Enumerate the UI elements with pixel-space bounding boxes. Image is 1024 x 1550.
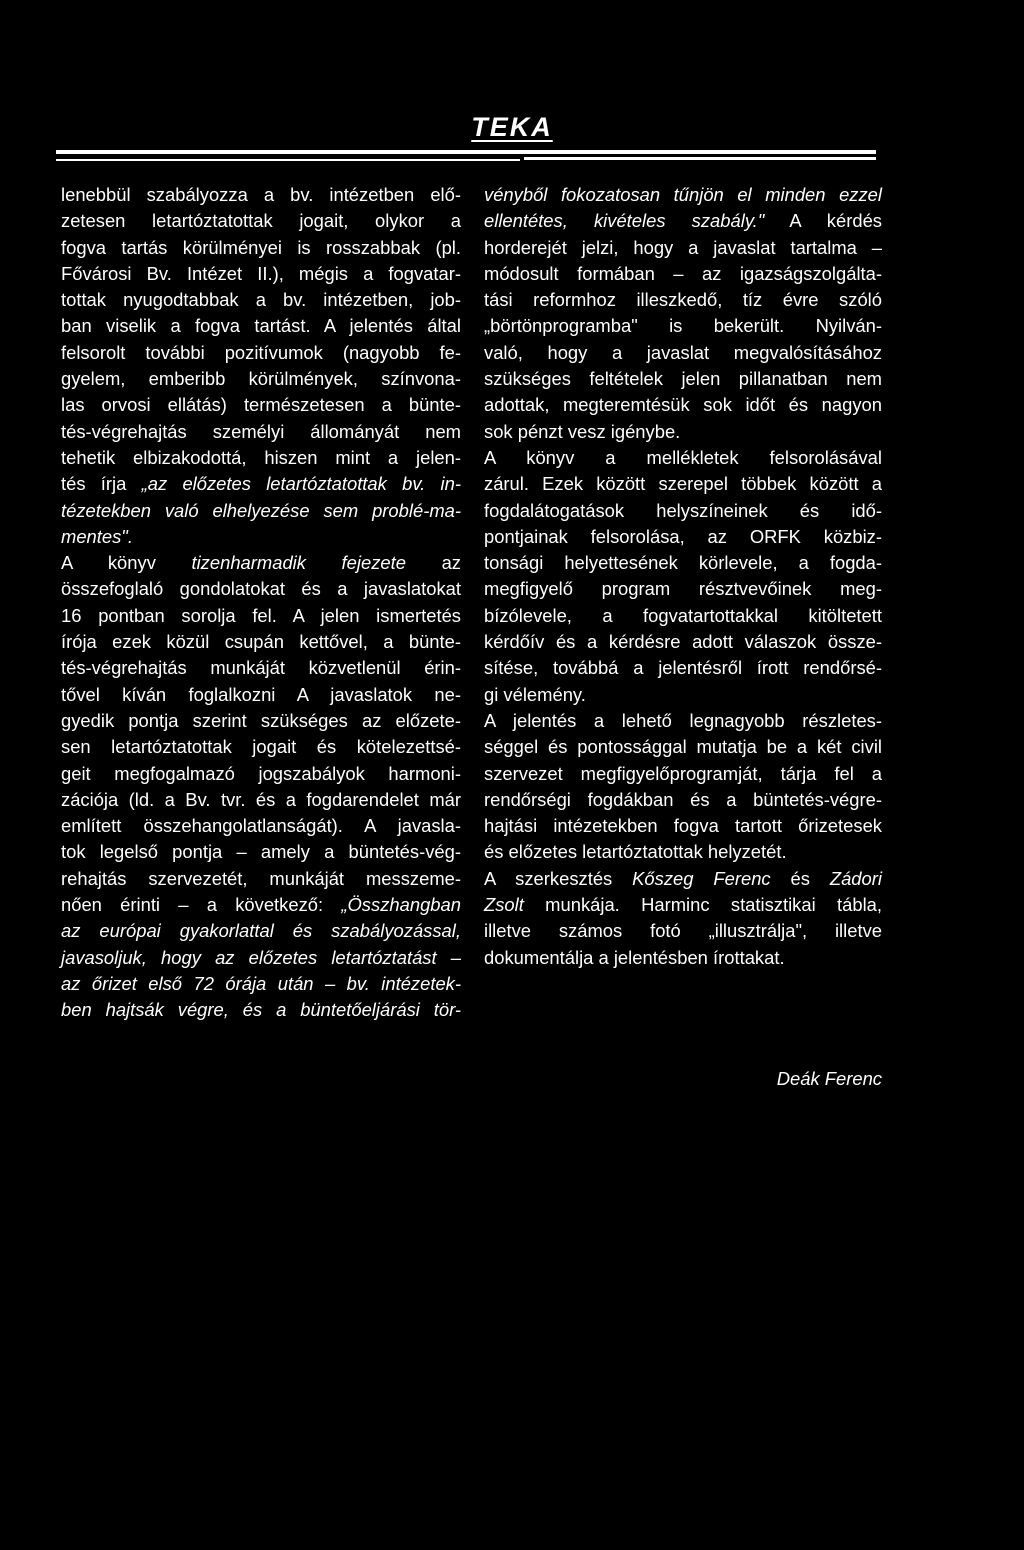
text-segment: geit megfogalmazó jogszabályok harmoni- xyxy=(61,762,461,784)
text-segment: las orvosi ellátás) természetesen a bünte- xyxy=(61,394,461,416)
text-segment: és xyxy=(770,867,830,889)
right-text-column xyxy=(484,182,882,971)
text-line xyxy=(484,261,882,287)
text-line xyxy=(484,787,882,813)
text-line xyxy=(484,235,882,261)
text-line xyxy=(61,261,461,287)
text-segment: tés-végrehajtás munkáját közvetlenül érin- xyxy=(61,657,461,679)
text-segment: illetve számos fotó „illusztrálja", illetve xyxy=(484,920,882,942)
italic-text: Zádori xyxy=(829,867,882,889)
text-segment: gyedik pontja szerint szükséges az előzete- xyxy=(61,709,461,731)
text-segment: adottak, megteremtésük sok időt és nagyon xyxy=(484,394,882,416)
text-line xyxy=(61,839,461,865)
text-segment: rendőrségi fogdákban és a büntetés-végre- xyxy=(484,788,882,810)
text-line xyxy=(61,182,461,208)
italic-text: az európai gyakorlattal és szabályozással, xyxy=(61,920,461,942)
text-line xyxy=(484,419,882,445)
text-line xyxy=(61,892,461,918)
text-segment: tási reformhoz illeszkedő, tíz évre szóló xyxy=(484,289,882,311)
text-segment: írója ezek közül csupán kettővel, a bünte- xyxy=(61,631,461,653)
text-line xyxy=(61,340,461,366)
text-segment: Fővárosi Bv. Intézet II.), mégis a fogvatar- xyxy=(61,262,461,284)
text-line xyxy=(484,471,882,497)
text-line xyxy=(484,918,882,944)
text-line xyxy=(61,550,461,576)
text-segment: A könyv xyxy=(61,552,192,574)
text-segment: dokumentálja a jelentésben írottakat. xyxy=(484,946,785,968)
text-line xyxy=(61,419,461,445)
text-line xyxy=(484,655,882,681)
text-line xyxy=(61,603,461,629)
text-line xyxy=(61,866,461,892)
text-segment: sítése, továbbá a jelentésről írott rendőrsé- xyxy=(484,657,882,679)
text-line xyxy=(61,761,461,787)
text-segment: munkája. Harminc statisztikai tábla, xyxy=(523,894,882,916)
text-segment: rehajtás szervezetét, munkáját messzeme- xyxy=(61,867,461,889)
text-segment: 16 pontban sorolja fel. A jelen ismertetés xyxy=(61,604,461,626)
text-segment: ban viselik a fogva tartást. A jelentés által xyxy=(61,315,461,337)
italic-text: Zsolt xyxy=(484,894,524,916)
text-segment: sok pénzt vesz igénybe. xyxy=(484,420,681,442)
text-segment: lenebbül szabályozza a bv. intézetben elő- xyxy=(61,184,461,205)
text-segment: az xyxy=(405,552,461,574)
text-segment: kérdőív és a kérdésre adott válaszok össze- xyxy=(484,631,882,653)
text-line xyxy=(484,734,882,760)
text-line xyxy=(61,235,461,261)
text-segment: A szerkesztés xyxy=(484,867,633,889)
text-segment: hajtási intézetekben fogva tartott őrizetesek xyxy=(484,815,882,837)
text-line xyxy=(484,866,882,892)
text-line xyxy=(484,629,882,655)
italic-text: tézetekben való elhelyezése sem problé-ma- xyxy=(61,499,461,521)
text-line xyxy=(61,787,461,813)
header-rule-left xyxy=(56,159,520,161)
text-line xyxy=(61,971,461,997)
text-segment: zárul. Ezek között szerepel többek között a xyxy=(484,473,882,495)
text-line xyxy=(484,682,882,708)
text-line xyxy=(61,997,461,1023)
text-line xyxy=(484,945,882,971)
text-segment: horderejét jelzi, hogy a javaslat tartalma – xyxy=(484,236,882,258)
text-segment: tok legelső pontja – amely a büntetés-vég- xyxy=(61,841,461,863)
text-segment: tés írja xyxy=(61,473,142,495)
text-line xyxy=(61,945,461,971)
text-line xyxy=(61,524,461,550)
italic-text: „az előzetes letartóztatottak bv. in- xyxy=(141,473,461,495)
text-line xyxy=(484,445,882,471)
left-text-column xyxy=(61,182,461,1024)
text-line xyxy=(484,340,882,366)
text-line xyxy=(61,734,461,760)
text-line xyxy=(61,471,461,497)
text-line xyxy=(61,813,461,839)
text-segment: A kérdés xyxy=(764,210,883,232)
text-line xyxy=(61,576,461,602)
italic-text: „Összhangban xyxy=(341,894,461,916)
text-line xyxy=(61,655,461,681)
text-segment: A könyv a mellékletek felsorolásával xyxy=(484,446,882,468)
text-segment: felsorolt további pozitívumok (nagyobb fe- xyxy=(61,341,461,363)
text-segment: sen letartóztatottak jogait és kötelezettsé- xyxy=(61,736,461,758)
text-line xyxy=(484,550,882,576)
italic-text: Kőszeg Ferenc xyxy=(632,867,771,889)
text-line xyxy=(61,287,461,313)
text-line xyxy=(484,498,882,524)
text-line xyxy=(484,182,882,208)
text-segment: összefoglaló gondolatokat és a javaslatokat xyxy=(61,578,461,600)
italic-text: javasoljuk, hogy az előzetes letartóztatást – xyxy=(61,946,461,968)
text-segment: tővel kíván foglalkozni A javaslatok ne- xyxy=(61,683,461,705)
text-segment: gyelem, emberibb körülmények, színvona- xyxy=(61,368,461,390)
text-segment: és előzetes letartóztatottak helyzetét. xyxy=(484,841,787,863)
text-line xyxy=(61,366,461,392)
italic-text: tizenharmadik fejezete xyxy=(191,552,406,574)
text-line xyxy=(61,208,461,234)
text-line xyxy=(484,313,882,339)
text-segment: bízólevele, a fogvatartottakkal kitöltetett xyxy=(484,604,882,626)
author-signature: Deák Ferenc xyxy=(776,1068,882,1089)
text-line xyxy=(484,524,882,550)
text-segment: A jelentés a lehető legnagyobb részletes- xyxy=(484,709,882,731)
text-line xyxy=(61,445,461,471)
header-title: TEKA xyxy=(471,112,553,142)
header-rule-right xyxy=(524,157,876,160)
text-line xyxy=(484,892,882,918)
text-segment: szükséges feltételek jelen pillanatban nem xyxy=(484,368,882,390)
text-segment: szervezet megfigyelőprogramját, tárja fel a xyxy=(484,762,882,784)
italic-text: ben hajtsák végre, és a büntetőeljárási tör- xyxy=(61,999,461,1021)
text-segment: fogva tartás körülményei is rosszabbak (pl. xyxy=(61,236,461,258)
text-line xyxy=(484,287,882,313)
text-segment: „börtönprogramba" is bekerült. Nyilván- xyxy=(484,315,882,337)
text-segment: tehetik elbizakodottá, hiszen mint a jelen- xyxy=(61,446,461,468)
text-line xyxy=(61,629,461,655)
text-line xyxy=(61,708,461,734)
text-line xyxy=(484,761,882,787)
text-segment: nően érinti – a következő: xyxy=(61,894,342,916)
text-segment: való, hogy a javaslat megvalósításához xyxy=(484,341,882,363)
text-segment: zetesen letartóztatottak jogait, olykor a xyxy=(61,210,461,232)
text-segment: séggel és pontossággal mutatja be a két civil xyxy=(484,736,882,758)
header-rule xyxy=(56,150,876,154)
text-line xyxy=(61,392,461,418)
text-segment: fogdalátogatások helyszíneinek és idő- xyxy=(484,499,882,521)
text-segment: gi vélemény. xyxy=(484,683,586,705)
text-line xyxy=(61,498,461,524)
text-line xyxy=(61,313,461,339)
text-line xyxy=(484,366,882,392)
text-segment: pontjainak felsorolása, az ORFK közbiz- xyxy=(484,525,882,547)
text-line xyxy=(484,708,882,734)
text-line xyxy=(484,208,882,234)
text-segment: módosult formában – az igazságszolgálta- xyxy=(484,262,882,284)
italic-text: az őrizet első 72 órája után – bv. intézetek- xyxy=(61,972,461,994)
text-segment: zációja (ld. a Bv. tvr. és a fogdarendelet már xyxy=(61,788,461,810)
italic-text: vényből fokozatosan tűnjön el minden ezzel xyxy=(484,184,882,205)
italic-text: mentes". xyxy=(61,525,133,547)
text-line xyxy=(61,682,461,708)
italic-text: ellentétes, kivételes szabály." xyxy=(484,210,765,232)
text-line xyxy=(484,813,882,839)
text-line xyxy=(484,576,882,602)
text-line xyxy=(61,918,461,944)
text-segment: tottak nyugodtabbak a bv. intézetben, job- xyxy=(61,289,461,311)
text-segment: megfigyelő program résztvevőinek meg- xyxy=(484,578,882,600)
text-line xyxy=(484,839,882,865)
text-line xyxy=(484,603,882,629)
text-segment: tés-végrehajtás személyi állományát nem xyxy=(61,420,461,442)
text-segment: említett összehangolatlanságát). A javasla- xyxy=(61,815,461,837)
text-line xyxy=(484,392,882,418)
text-segment: tonsági helyettesének körlevele, a fogda- xyxy=(484,552,882,574)
